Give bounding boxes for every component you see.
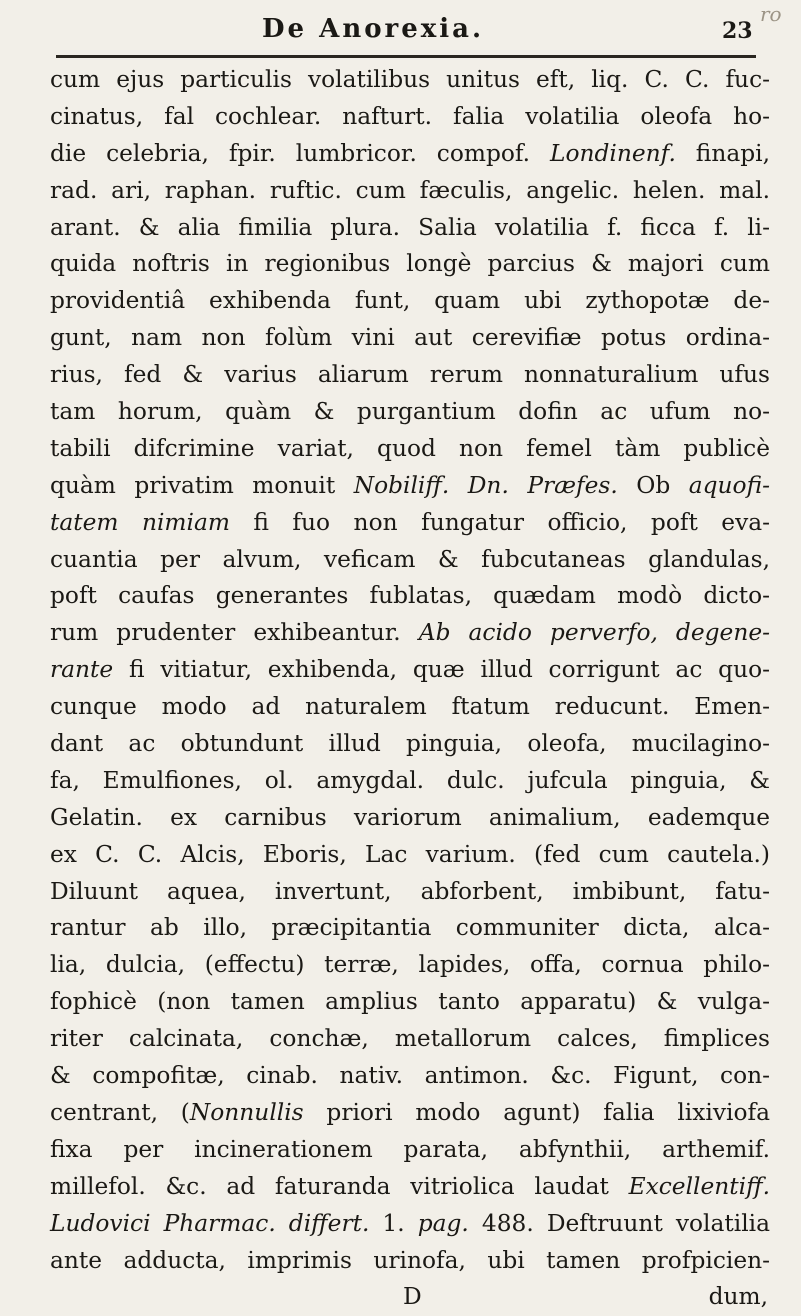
text-segment: ex C. C. Alcis, Eboris, Lac varium. (fed cum cautela.) <box>50 840 770 868</box>
italic-segment: Londinenf. <box>550 139 676 167</box>
text-segment: tam horum, quàm & purgantium dofin ac ufum no- <box>50 398 770 426</box>
text-segment: rius, fed & varius aliarum rerum nonnaturalium ufus <box>50 361 770 389</box>
page-number: 23 <box>722 18 753 44</box>
text-line <box>50 578 770 615</box>
text-line <box>50 505 770 542</box>
text-line <box>50 468 770 505</box>
body-text <box>50 62 770 1316</box>
text-line <box>50 1132 770 1169</box>
text-line <box>50 837 770 874</box>
signature-mark: D <box>403 1283 422 1311</box>
text-line <box>50 62 770 99</box>
text-line <box>50 1095 770 1132</box>
italic-segment: Nobiliff. Dn. Præfes. <box>353 471 618 499</box>
corner-handwritten-mark: ro <box>760 2 782 26</box>
text-line <box>50 320 770 357</box>
text-segment: millefol. &c. ad faturanda vitriolica laudat <box>50 1172 629 1200</box>
text-segment: dant ac obtundunt illud pinguia, oleofa, mucilagino- <box>50 730 770 758</box>
text-line <box>50 763 770 800</box>
text-segment: cunque modo ad naturalem ftatum reducunt. Emen- <box>50 693 770 721</box>
text-line <box>50 726 770 763</box>
text-line <box>50 615 770 652</box>
text-segment: finapi, <box>675 139 771 167</box>
text-segment: fophicè (non tamen amplius tanto apparatu) & vulga- <box>50 988 770 1016</box>
italic-segment: rante <box>50 656 114 684</box>
italic-segment: Nonnullis <box>189 1098 304 1126</box>
text-segment: gunt, nam non folùm vini aut cerevifiæ potus ordina- <box>50 324 770 352</box>
text-segment: fa, Emulfiones, ol. amygdal. dulc. jufcula pinguia, & <box>50 766 770 794</box>
running-title: De Anorexia. <box>262 14 485 44</box>
text-line <box>50 283 770 320</box>
text-line <box>50 874 770 911</box>
text-line <box>50 947 770 984</box>
text-segment: fi fuo non fungatur officio, poft eva- <box>229 508 771 536</box>
text-segment: fi vitiatur, exhibenda, quæ illud corrigunt ac quo- <box>113 656 770 684</box>
text-segment: centrant, ( <box>50 1098 190 1126</box>
text-segment: arant. & alia fimilia plura. Salia volatilia f. ficca f. li- <box>50 213 770 241</box>
text-line <box>50 1169 770 1206</box>
text-line <box>50 984 770 1021</box>
text-line <box>50 689 770 726</box>
text-line <box>50 99 770 136</box>
text-segment: priori modo agunt) falia lixiviofa <box>303 1098 770 1126</box>
text-segment: Gelatin. ex carnibus variorum animalium, eademque <box>50 803 770 831</box>
text-segment: lia, dulcia, (effectu) terræ, lapides, offa, cornua philo- <box>50 951 770 979</box>
text-line <box>50 210 770 247</box>
text-segment: riter calcinata, conchæ, metallorum calces, fimplices <box>50 1025 770 1053</box>
text-segment: rantur ab illo, præcipitantia communiter dicta, alca- <box>50 914 770 942</box>
text-segment: Ob <box>617 471 689 499</box>
text-line <box>50 431 770 468</box>
text-line <box>50 136 770 173</box>
italic-segment: aquofi- <box>688 471 770 499</box>
text-line <box>50 652 770 689</box>
text-line <box>50 1058 770 1095</box>
text-segment: tabili difcrimine variat, quod non femel tàm publicè <box>50 434 770 462</box>
text-line <box>50 357 770 394</box>
text-segment: ante adducta, imprimis urinofa, ubi tamen profpicien- <box>50 1246 770 1274</box>
text-segment: cuantia per alvum, veficam & fubcutaneas glandulas, <box>50 545 770 573</box>
text-segment: quàm privatim monuit <box>50 471 354 499</box>
italic-segment: Excellentiff. <box>628 1172 770 1200</box>
text-line <box>50 910 770 947</box>
text-segment: cinatus, fal cochlear. nafturt. falia volatilia oleofa ho- <box>50 102 770 130</box>
text-line <box>50 1206 770 1243</box>
catchword: dum, <box>708 1283 768 1311</box>
header-rule <box>56 55 756 58</box>
text-segment: providentiâ exhibenda funt, quam ubi zythopotæ de- <box>50 287 770 315</box>
text-segment: fixa per incinerationem parata, abfynthii, arthemif. <box>50 1135 770 1163</box>
catchword-row <box>50 1279 770 1316</box>
text-line <box>50 800 770 837</box>
text-segment: & compofitæ, cinab. nativ. antimon. &c. Figunt, con- <box>50 1062 770 1090</box>
text-segment: cum ejus particulis volatilibus unitus eft, liq. C. C. fuc- <box>50 66 770 93</box>
text-segment: die celebria, fpir. lumbricor. compof. <box>50 139 551 167</box>
italic-segment: Ludovici Pharmac. differt. <box>50 1209 370 1237</box>
text-line <box>50 173 770 210</box>
text-segment: rad. ari, raphan. ruftic. cum fæculis, angelic. helen. mal. <box>50 176 770 204</box>
page-header <box>0 2 801 46</box>
text-line <box>50 394 770 431</box>
text-segment: quida noftris in regionibus longè parcius & majori cum <box>50 250 770 278</box>
text-segment: 488. Deftruunt volatilia <box>468 1209 770 1237</box>
text-segment: rum prudenter exhibeantur. <box>50 619 419 647</box>
text-line <box>50 1021 770 1058</box>
text-line <box>50 542 770 579</box>
text-line <box>50 246 770 283</box>
italic-segment: tatem nimiam <box>50 508 230 536</box>
text-segment: Diluunt aquea, invertunt, abforbent, imbibunt, fatu- <box>50 877 770 905</box>
text-line <box>50 1243 770 1280</box>
italic-segment: pag. <box>417 1209 469 1237</box>
text-segment: 1. <box>369 1209 418 1237</box>
text-segment: poft caufas generantes fublatas, quædam modò dicto- <box>50 582 770 610</box>
italic-segment: Ab acido perverfo, degene- <box>418 619 770 647</box>
